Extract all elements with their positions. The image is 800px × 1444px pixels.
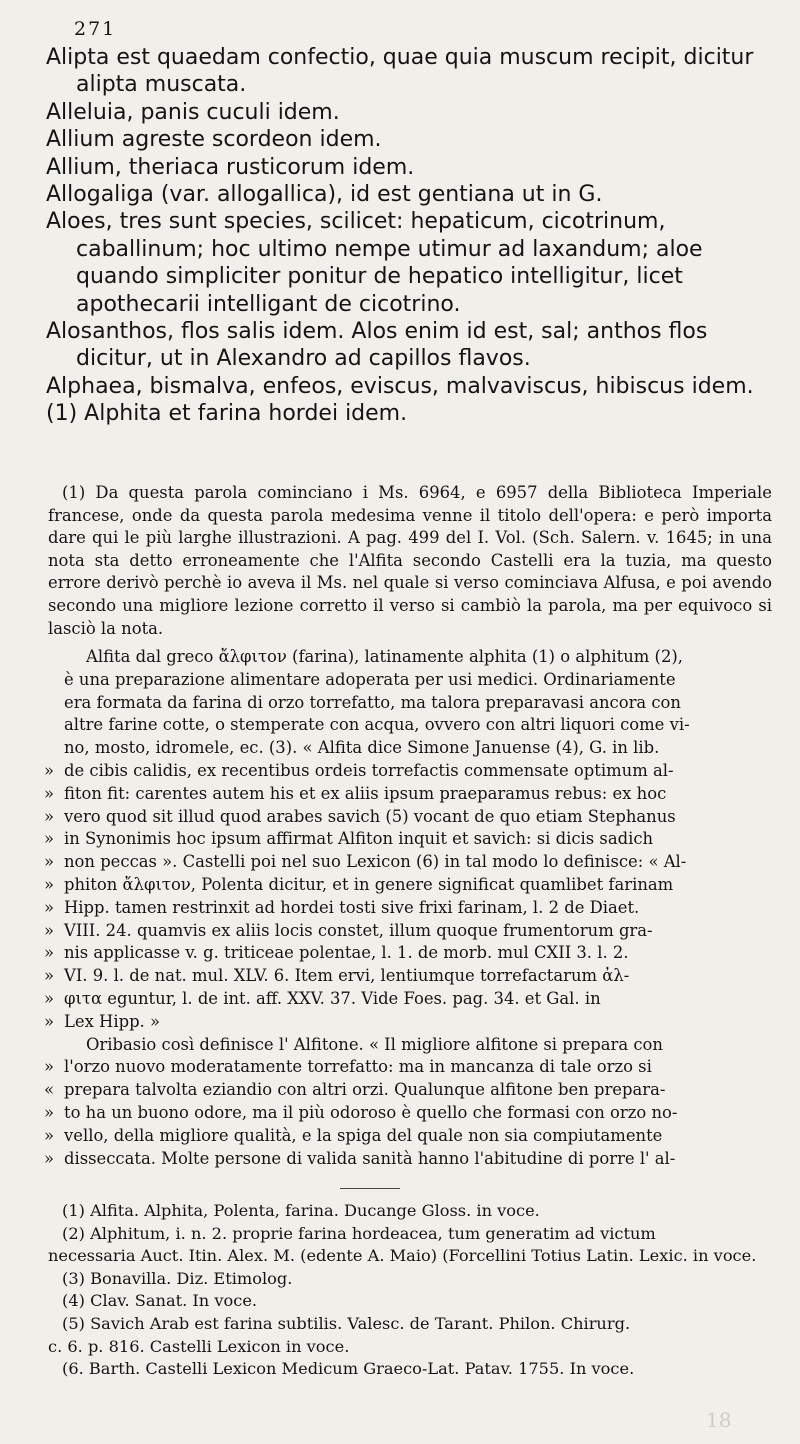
commentary-line-text: era formata da farina di orzo torrefatto, ma talora preparavasi ancora con	[64, 692, 681, 712]
commentary-line	[44, 920, 772, 943]
quote-mark: »	[44, 852, 55, 872]
commentary-line	[48, 646, 772, 669]
quote-mark: »	[44, 806, 55, 826]
commentary-line-text: phiton ἄλφιτον, Polenta dicitur, et in genere significat quamlibet farinam	[64, 874, 674, 894]
quote-mark: »	[44, 1148, 55, 1168]
commentary-line-text: l'orzo nuovo moderatamente torrefatto: ma in mancanza di tale orzo si	[64, 1057, 652, 1077]
commentary-line-text: è una preparazione alimentare adoperata per usi medici. Ordinariamente	[64, 669, 676, 689]
commentary-line	[44, 806, 772, 829]
quote-mark: »	[44, 783, 55, 803]
commentary-line	[44, 897, 772, 920]
commentary-line-text: to ha un buono odore, ma il più odoroso è quello che formasi con orzo no-	[64, 1102, 678, 1122]
glossary-entry: Aloes, tres sunt species, scilicet: hepaticum, cicotrinum, caballinum; hoc ultimo nempe utimur ad laxandum; aloe quando simpliciter ponitur de hepatico intelligitur, licet apothecarii intelligant de cicotrino.	[46, 209, 703, 317]
commentary-line	[44, 828, 772, 851]
commentary-line-text: disseccata. Molte persone di valida sanità hanno l'abitudine di porre l' al-	[64, 1148, 676, 1168]
commentary-line	[44, 1079, 772, 1102]
commentary-line-text: vello, della migliore qualità, e la spiga del quale non sia compiutamente	[64, 1125, 663, 1145]
glossary-entry: Allium, theriaca rusticorum idem.	[46, 154, 415, 180]
commentary-line-text: altre farine cotte, o stemperate con acqua, ovvero con altri liquori come vi-	[64, 715, 690, 735]
commentary-line	[44, 760, 772, 783]
commentary-line	[44, 1011, 772, 1034]
commentary-line	[44, 1148, 772, 1171]
footnote: (5) Savich Arab est farina subtilis. Valesc. de Tarant. Philon. Chirurg.	[62, 1313, 631, 1333]
glossary-entry: Allogaliga (var. allogallica), id est gentiana ut in G.	[46, 182, 603, 208]
commentary-line	[48, 692, 772, 715]
footnotes	[48, 1200, 772, 1381]
quote-mark: »	[44, 760, 55, 780]
commentary-line-text: non peccas ». Castelli poi nel suo Lexicon (6) in tal modo lo definisce: « Al-	[64, 852, 687, 872]
commentary-line-text: Lex Hipp. »	[64, 1011, 161, 1031]
commentary-line-text: nis applicasse v. g. triticeae polentae, l. 1. de morb. mul CXII 3. l. 2.	[64, 943, 629, 963]
glossary-entry: (1) Alphita et farina hordei idem.	[46, 401, 408, 427]
quote-mark: »	[44, 966, 55, 986]
footnote: necessaria Auct. Itin. Alex. M. (edente A. Maio) (Forcellini Totius Latin. Lexic. in voce.	[48, 1246, 757, 1266]
footnote: (1) Alfita. Alphita, Polenta, farina. Ducange Gloss. in voce.	[62, 1201, 540, 1220]
commentary-line-text: VIII. 24. quamvis ex aliis locis constet, illum quoque frumentorum gra-	[64, 920, 653, 940]
commentary-line	[44, 1102, 772, 1125]
footnote: (2) Alphitum, i. n. 2. proprie farina hordeacea, tum generatim ad victum	[62, 1223, 656, 1243]
commentary-line-text: no, mosto, idromele, ec. (3). « Alfita dice Simone Januense (4), G. in lib.	[64, 738, 660, 758]
commentary-line-text: fiton fit: carentes autem his et ex aliis ipsum praeparamus rebus: ex hoc	[64, 783, 667, 803]
commentary-line-text: in Synonimis hoc ipsum affirmat Alfiton inquit et savich: si dicis sadich	[64, 829, 654, 849]
footnote-divider	[340, 1188, 400, 1189]
quote-mark: »	[44, 943, 55, 963]
quote-mark: »	[44, 829, 55, 849]
bleed-through-page-number: 18	[706, 1408, 732, 1432]
quote-mark: »	[44, 1125, 55, 1145]
commentary-line	[44, 988, 772, 1011]
quote-mark: »	[44, 874, 55, 894]
glossary-entries	[46, 44, 768, 428]
footnote: (4) Clav. Sanat. In voce.	[62, 1291, 258, 1311]
quote-mark: »	[44, 988, 55, 1008]
quote-mark: »	[44, 1102, 55, 1122]
glossary-entry: Alleluia, panis cuculi idem.	[46, 99, 340, 125]
commentary-line	[48, 669, 772, 692]
glossary-entry: Alipta est quaedam confectio, quae quia muscum recipit, dicitur alipta muscata.	[46, 45, 754, 98]
commentary-line-text: de cibis calidis, ex recentibus ordeis torrefactis commensate optimum al-	[64, 760, 674, 780]
editor-note-text: (1) Da questa parola cominciano i Ms. 6964, e 6957 della Biblioteca Imperiale francese, onde da questa parola medesima venne il titolo dell'opera: e però importa dare qui le più larghe illustrazioni. A pag. 499 del I. Vol. (Sch. Salern. v. 1645; in una nota sta detto erroneamente che l'Alfita secondo Castelli era la tuzia, ma questo errore derivò perchè io aveva il Ms. nel quale si verso cominciava Alfusa, e poi avendo secondo una migliore lezione corretto il verso si cambiò la parola, ma per equivoco si lasciò la nota.	[48, 483, 772, 638]
commentary-line	[44, 965, 772, 988]
commentary-line-text: prepara talvolta eziandio con altri orzi. Qualunque alfitone ben prepara-	[64, 1080, 666, 1100]
commentary-line	[44, 942, 772, 965]
footnote: (6. Barth. Castelli Lexicon Medicum Graeco-Lat. Patav. 1755. In voce.	[62, 1359, 635, 1379]
editor-note	[48, 482, 772, 640]
commentary	[44, 646, 772, 1170]
quote-mark: »	[44, 1011, 55, 1031]
commentary-line	[48, 714, 772, 737]
commentary-line	[44, 851, 772, 874]
commentary-line-text: vero quod sit illud quod arabes savich (5) vocant de quo etiam Stephanus	[64, 806, 676, 826]
footnote: c. 6. p. 816. Castelli Lexicon in voce.	[48, 1336, 350, 1356]
page-number: 271	[74, 18, 117, 40]
commentary-line-text: Hipp. tamen restrinxit ad hordei tosti sive frixi farinam, l. 2 de Diaet.	[64, 897, 640, 917]
commentary-line-text: VI. 9. l. de nat. mul. XLV. 6. Item ervi, lentiumque torrefactarum ἀλ-	[64, 966, 630, 986]
commentary-line	[48, 737, 772, 760]
commentary-line	[48, 1034, 772, 1057]
glossary-entry: Alosanthos, flos salis idem. Alos enim id est, sal; anthos flos dicitur, ut in Alexandro ad capillos flavos.	[46, 319, 708, 372]
quote-mark: «	[44, 1080, 55, 1100]
commentary-line-text: Alfita dal greco ἄλφιτον (farina), latinamente alphita (1) o alphitum (2),	[86, 647, 683, 666]
commentary-line	[44, 1125, 772, 1148]
quote-mark: »	[44, 920, 55, 940]
quote-mark: »	[44, 1057, 55, 1077]
commentary-line	[44, 874, 772, 897]
glossary-entry: Alphaea, bismalva, enfeos, eviscus, malvaviscus, hibiscus idem.	[46, 373, 754, 399]
commentary-line	[44, 783, 772, 806]
commentary-line-text: Oribasio così definisce l' Alfitone. « Il migliore alfitone si prepara con	[86, 1034, 663, 1054]
footnote: (3) Bonavilla. Diz. Etimolog.	[62, 1268, 293, 1288]
quote-mark: »	[44, 897, 55, 917]
commentary-line	[44, 1056, 772, 1079]
commentary-line-text: φιτα eguntur, l. de int. aff. XXV. 37. Vide Foes. pag. 34. et Gal. in	[64, 988, 601, 1008]
glossary-entry: Allium agreste scordeon idem.	[46, 127, 382, 153]
